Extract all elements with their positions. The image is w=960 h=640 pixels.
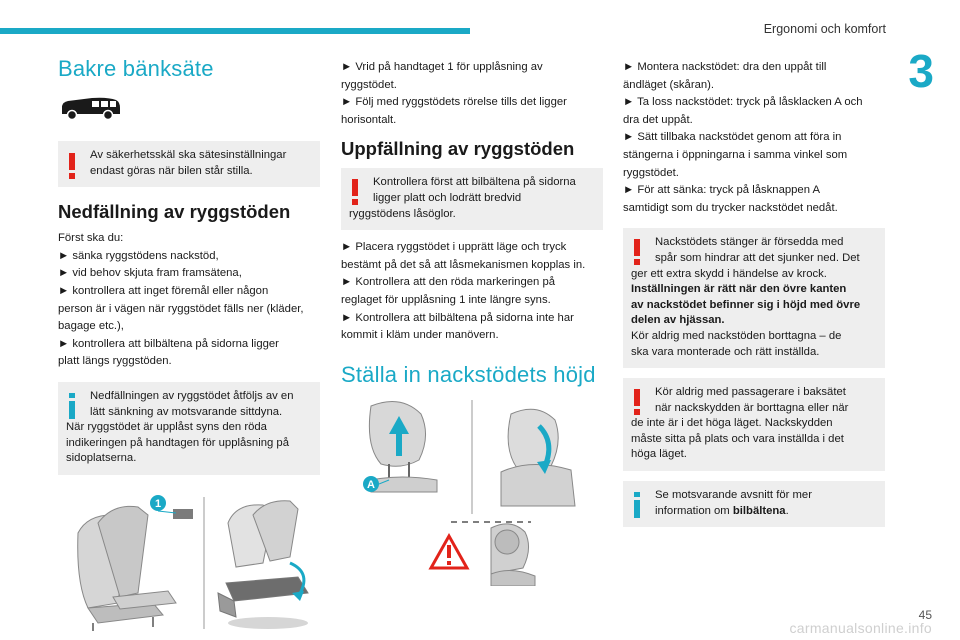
- warning-line: Kör aldrig med passagerare i baksätet: [655, 386, 846, 399]
- info-box-fold: [58, 382, 320, 475]
- watermark-text: carmanualsonline.info: [789, 620, 932, 636]
- info-i-icon: [66, 393, 78, 419]
- info-line: När ryggstödet är upplåst syns den röda: [66, 421, 267, 434]
- step-line: ändläget (skåran).: [623, 78, 715, 91]
- warning-line: Kontrollera först att bilbältena på sidorna: [373, 176, 576, 189]
- info-line: [631, 504, 877, 520]
- step-line: ► Följ med ryggstödets rörelse tills det ligger: [341, 96, 567, 109]
- chapter-number: 3: [908, 45, 934, 97]
- warning-box-passengers: [623, 378, 885, 471]
- step-line: dra det uppåt.: [623, 113, 693, 126]
- warning-line-bold: av nackstödet befinner sig i höjd med övre: [631, 298, 861, 311]
- header-title: Ergonomi och komfort: [763, 22, 886, 36]
- info-line: indikeringen på handtagen för upplåsning på: [66, 436, 289, 449]
- info-text-prefix: information om: [655, 504, 733, 517]
- warning-exclamation-icon: [66, 153, 78, 179]
- warning-line-bold: delen av hjässan.: [631, 314, 725, 327]
- step-line: ryggstödet.: [623, 166, 679, 179]
- warning-line: spår som hindrar att det sjunker ned. Det: [655, 251, 860, 264]
- step-line: ► Sätt tillbaka nackstödet genom att föra in: [623, 131, 842, 144]
- warning-line: Nackstödets stänger är försedda med: [655, 236, 844, 249]
- headrest-steps: [623, 60, 885, 216]
- step-line: ► Ta loss nackstödet: tryck på låsklacken A och: [623, 96, 863, 109]
- warning-line-bold: Inställningen är rätt när den övre kanten: [631, 283, 847, 296]
- info-line: Nedfällningen av ryggstödet åtföljs av en: [90, 389, 294, 402]
- step-line: stängerna i öppningarna i samma vinkel som: [623, 148, 848, 161]
- warning-line: ger ett extra skydd i händelse av krock.: [631, 267, 827, 280]
- column-1: [58, 54, 320, 638]
- subtitle-fold-down: Nedfällning av ryggstöden: [58, 201, 291, 223]
- warning-line: Av säkerhetsskäl ska sätesinställningar: [90, 149, 287, 161]
- raise-steps: [341, 240, 603, 344]
- step-line: person är i vägen när ryggstödet fälls ner (kläder,: [58, 302, 304, 315]
- subtitle-fold-up: Uppfällning av ryggstöden: [341, 138, 575, 160]
- info-text-suffix: .: [785, 504, 789, 517]
- step-line: bestämt på det så att låsmekanismen kopplas in.: [341, 258, 586, 271]
- seatbelts-link-text: bilbältena: [732, 504, 786, 517]
- warning-line: ryggstödens låsöglor.: [349, 207, 456, 220]
- step-line: ► vid behov skjuta fram framsätena,: [58, 267, 242, 280]
- step-line: ► Vrid på handtaget 1 för upplåsning av: [341, 61, 543, 73]
- info-i-icon: [631, 492, 643, 518]
- step-line: bagage etc.),: [58, 320, 124, 333]
- unlock-steps: [341, 60, 603, 128]
- info-box-seatbelts: [623, 481, 885, 527]
- step-line: platt längs ryggstöden.: [58, 355, 172, 368]
- step-line: ► För att sänka: tryck på låsknappen A: [623, 184, 821, 197]
- warning-exclamation-icon: [631, 389, 643, 415]
- step-line: ryggstödet.: [341, 78, 397, 91]
- step-line: ► kontrollera att inget föremål eller någon: [58, 284, 269, 297]
- warning-line: måste sitta på plats och vara inställda i det: [631, 432, 844, 445]
- warning-box-safety: [58, 141, 320, 187]
- info-line: Se motsvarande avsnitt för mer: [655, 489, 812, 502]
- step-line: ► Placera ryggstödet i upprätt läge och tryck: [341, 241, 567, 254]
- warning-exclamation-icon: [631, 239, 643, 265]
- warning-line: ska vara monterade och rätt inställda.: [631, 345, 820, 358]
- step-line: ► sänka ryggstödens nackstöd,: [58, 249, 219, 262]
- section-title-headrest: Ställa in nackstödets höjd: [341, 361, 596, 387]
- intro-text: Först ska du:: [58, 232, 124, 245]
- warning-exclamation-icon: [349, 179, 361, 205]
- step-line: horisontalt.: [341, 113, 397, 126]
- column-2: [341, 54, 603, 591]
- warning-line: ligger platt och lodrätt bredvid: [373, 191, 522, 204]
- step-line: ► Kontrollera att den röda markeringen på: [341, 276, 556, 289]
- info-line: lätt sänkning av motsvarande sittdyna.: [90, 405, 283, 418]
- step-line: samtidigt som du trycker nackstödet nedåt.: [623, 201, 838, 214]
- warning-line: när nackskydden är borttagna eller när: [655, 401, 849, 414]
- warning-line: Kör aldrig med nackstöden borttagna – de: [631, 329, 842, 342]
- warning-line: höga läget.: [631, 448, 687, 461]
- warning-triangle-icon: [431, 536, 467, 568]
- warning-box-headrest-rods: [623, 228, 885, 368]
- step-line: kommit i kläm under manövern.: [341, 329, 499, 342]
- figure-callout-1-label: 1: [154, 497, 162, 510]
- warning-line: endast göras när bilen står stilla.: [90, 164, 253, 177]
- column-3: [623, 54, 885, 537]
- header-accent-bar: [0, 28, 470, 34]
- warning-line: de inte är i det höga läget. Nackskydden: [631, 417, 833, 430]
- figure-callout-a-label: A: [367, 478, 375, 491]
- page-number: 45: [918, 608, 932, 622]
- step-line: ► kontrollera att bilbältena på sidorna ligger: [58, 337, 279, 350]
- headrest-illustration: [341, 396, 603, 586]
- warning-box-seatbelts: [341, 168, 603, 230]
- info-line: sidoplatserna.: [66, 452, 137, 465]
- step-line: reglaget för upplåsning 1 inte längre syns.: [341, 293, 551, 306]
- step-line: ► Kontrollera att bilbältena på sidorna inte har: [341, 311, 574, 324]
- fold-steps: [58, 249, 320, 370]
- step-line: ► Montera nackstödet: dra den uppåt till: [623, 61, 827, 73]
- section-title-rear-bench: Bakre bänksäte: [58, 56, 214, 81]
- seat-fold-illustration: [58, 493, 320, 633]
- van-icon: [58, 96, 122, 122]
